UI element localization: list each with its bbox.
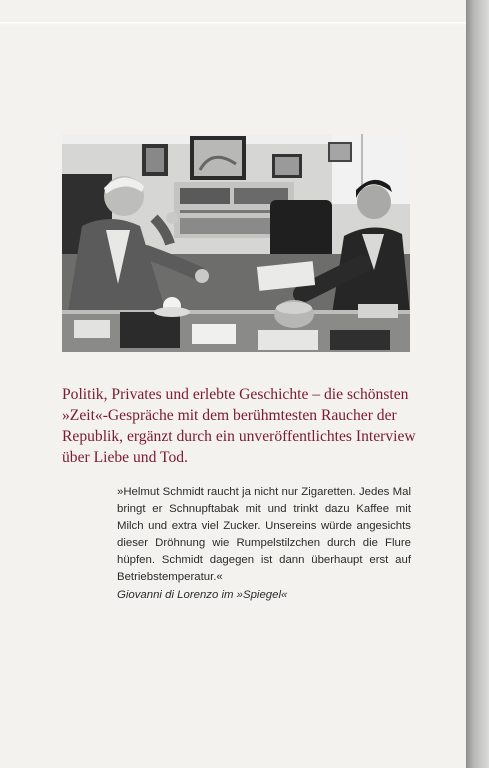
blurb-text: Politik, Privates und erlebte Geschichte – die schönsten »Zeit«-Gespräche mit dem berühmtesten Raucher der Republik, ergänzt durch ein unveröffentlichtes Interview über Liebe und Tod. <box>62 386 416 466</box>
interview-photo-image <box>62 134 410 352</box>
quote-source: Giovanni di Lorenzo im »Spiegel« <box>117 588 288 601</box>
review-quote <box>117 484 411 604</box>
shrink-wrap-edge <box>466 0 489 768</box>
quote-text: »Helmut Schmidt raucht ja nicht nur Zigaretten. Jedes Mal bringt er Schnupftabak mit und trinkt dazu Kaffee mit Milch und extra viel Zucker. Unsereins würde angesichts dieser Dröhnung wie Rumpelstilzchen durch die Flure hüpfen. Schmidt dagegen ist dann überhaupt erst auf Betriebstemperatur.« <box>117 486 411 584</box>
interview-photo <box>62 134 410 352</box>
